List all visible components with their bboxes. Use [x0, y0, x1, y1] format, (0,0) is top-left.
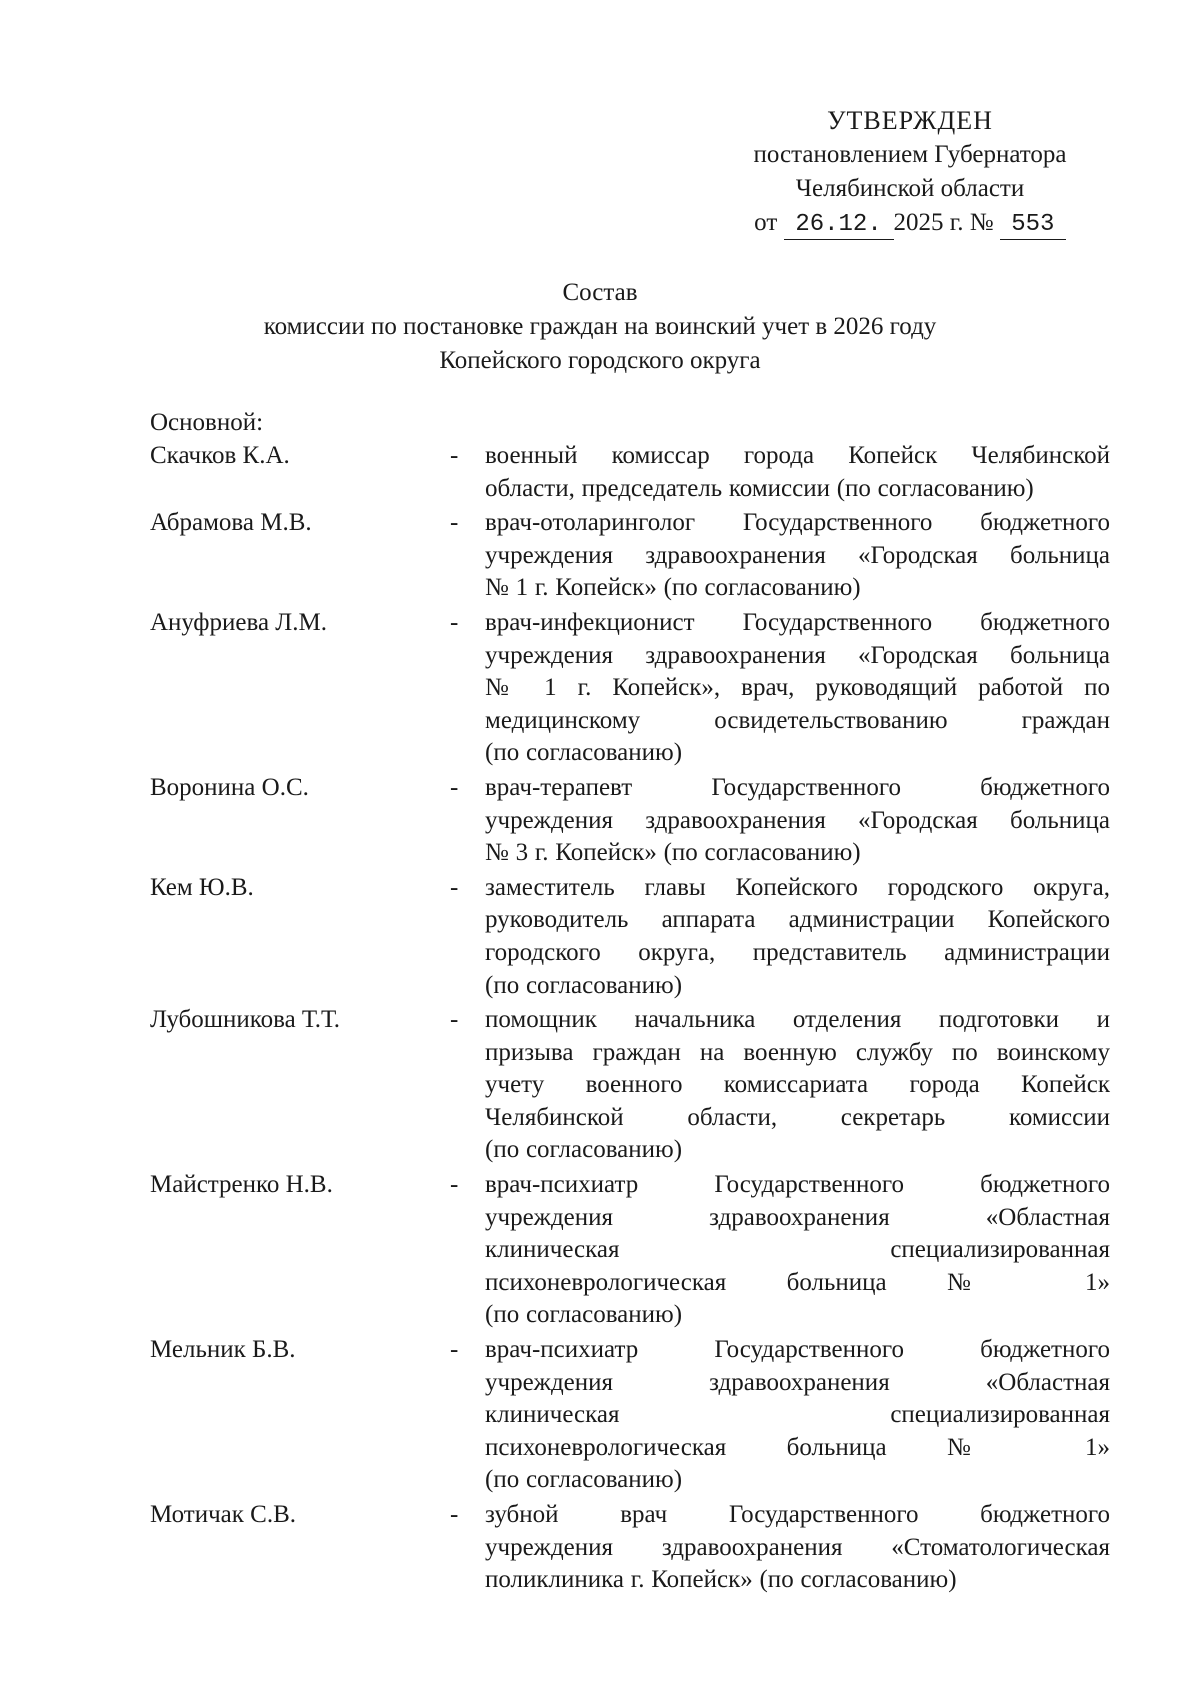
- member-name: Мотичак С.В.: [150, 1501, 296, 1528]
- member-dash: -: [450, 442, 459, 469]
- member-description: [485, 1499, 1110, 1597]
- member-row: [150, 1499, 1110, 1597]
- description-line: № 1 г. Копейск» (по согласованию): [485, 574, 861, 602]
- description-line: учету военного комиссариата города Копейск: [485, 1071, 1110, 1099]
- member-row: [150, 607, 1110, 770]
- member-description: [485, 1169, 1110, 1332]
- document-number: 553: [1000, 211, 1066, 240]
- member-name: Скачков К.А.: [150, 442, 290, 469]
- description-line: учреждения здравоохранения «Областная: [485, 1203, 1110, 1231]
- description-line: учреждения здравоохранения «Областная: [485, 1368, 1110, 1396]
- member-description: [485, 1334, 1110, 1497]
- description-line: психоневрологическая больница № 1»: [485, 1268, 1110, 1296]
- approval-dateline: [720, 206, 1100, 240]
- member-dash: -: [450, 873, 459, 901]
- description-line: городского округа, представитель администрации: [485, 938, 1110, 966]
- member-dash: -: [450, 773, 459, 801]
- member-row: [150, 1169, 1110, 1332]
- description-line: помощник начальника отделения подготовки и: [485, 1006, 1110, 1034]
- description-line: области, председатель комиссии (по согласованию): [485, 474, 1034, 502]
- member-dash: -: [450, 1336, 459, 1364]
- member-description: [485, 607, 1110, 770]
- member-row: [150, 1334, 1110, 1497]
- description-line: учреждения здравоохранения «Городская больница: [485, 806, 1110, 834]
- member-description: [485, 440, 1110, 505]
- description-line: военный комиссар города Копейск Челябинской: [485, 442, 1110, 469]
- member-description: [485, 507, 1110, 605]
- description-line: поликлиника г. Копейск» (по согласованию): [485, 1566, 957, 1594]
- member-name: Мельник Б.В.: [150, 1336, 296, 1364]
- description-line: врач-психиатр Государственного бюджетного: [485, 1171, 1110, 1199]
- member-row: [150, 440, 1110, 505]
- member-description: [485, 1004, 1110, 1167]
- member-dash: -: [450, 1501, 459, 1528]
- description-line: медицинскому освидетельствованию граждан: [485, 706, 1110, 734]
- heading-line-2: комиссии по постановке граждан на воинский учет в 2026 году: [263, 313, 937, 340]
- member-name: Майстренко Н.В.: [150, 1171, 333, 1199]
- member-name: Лубошникова Т.Т.: [150, 1006, 340, 1034]
- member-dash: -: [450, 1006, 459, 1034]
- date-value: 26.12.: [784, 211, 894, 240]
- description-line: призыва граждан на военную службу по воинскому: [485, 1038, 1110, 1066]
- description-line: № 3 г. Копейск» (по согласованию): [485, 839, 861, 867]
- members-list: [150, 440, 1110, 1599]
- member-dash: -: [450, 608, 459, 636]
- section-label: Основной:: [150, 409, 264, 436]
- approval-title: УТВЕРЖДЕН: [827, 106, 993, 135]
- heading-line-1: Состав: [562, 279, 638, 306]
- date-suffix: 2025 г. №: [893, 209, 994, 236]
- description-line: (по согласованию): [485, 971, 683, 999]
- member-description: [485, 872, 1110, 1002]
- description-line: учреждения здравоохранения «Городская больница: [485, 641, 1110, 669]
- approval-stamp: [720, 104, 1100, 240]
- description-line: врач-терапевт Государственного бюджетного: [485, 773, 1110, 801]
- description-line: заместитель главы Копейского городского округа,: [485, 873, 1110, 901]
- description-line: Челябинской области, секретарь комиссии: [485, 1103, 1110, 1131]
- heading-line-3: Копейского городского округа: [439, 347, 761, 374]
- member-row: [150, 507, 1110, 605]
- description-line: врач-отоларинголог Государственного бюджетного: [485, 509, 1110, 537]
- member-name: Кем Ю.В.: [150, 873, 254, 901]
- member-row: [150, 1004, 1110, 1167]
- description-line: учреждения здравоохранения «Стоматологическая: [485, 1533, 1110, 1561]
- member-description: [485, 772, 1110, 870]
- description-line: (по согласованию): [485, 739, 683, 767]
- description-line: (по согласованию): [485, 1301, 683, 1329]
- approval-line-2: Челябинской области: [795, 175, 1025, 202]
- member-dash: -: [450, 1171, 459, 1199]
- description-line: № 1 г. Копейск», врач, руководящий работой по: [485, 674, 1110, 702]
- member-name: Ануфриева Л.М.: [150, 608, 327, 636]
- approval-line-1: постановлением Губернатора: [753, 141, 1067, 168]
- description-line: клиническая специализированная: [485, 1401, 1110, 1429]
- description-line: учреждения здравоохранения «Городская больница: [485, 541, 1110, 569]
- description-line: зубной врач Государственного бюджетного: [485, 1501, 1110, 1528]
- description-line: руководитель аппарата администрации Копейского: [485, 906, 1110, 934]
- description-line: психоневрологическая больница № 1»: [485, 1433, 1110, 1461]
- member-row: [150, 772, 1110, 870]
- description-line: (по согласованию): [485, 1466, 683, 1494]
- date-prefix: от: [754, 209, 778, 236]
- member-row: [150, 872, 1110, 1002]
- description-line: (по согласованию): [485, 1136, 683, 1164]
- member-name: Воронина О.С.: [150, 773, 309, 801]
- document-heading: [220, 276, 980, 378]
- description-line: клиническая специализированная: [485, 1236, 1110, 1264]
- member-dash: -: [450, 509, 459, 537]
- member-name: Абрамова М.В.: [150, 509, 312, 537]
- description-line: врач-психиатр Государственного бюджетного: [485, 1336, 1110, 1364]
- description-line: врач-инфекционист Государственного бюджетного: [485, 608, 1110, 636]
